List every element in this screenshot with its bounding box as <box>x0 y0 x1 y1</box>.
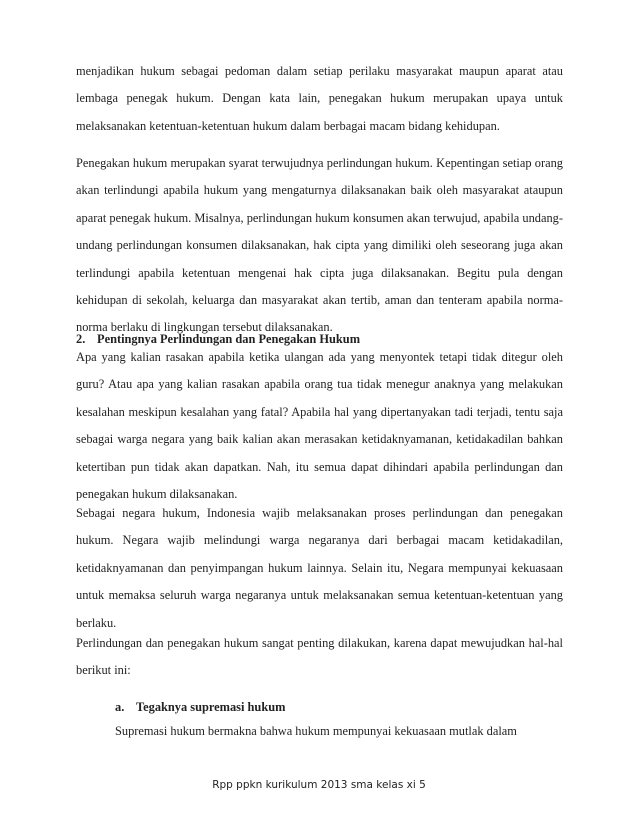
sub-paragraph: Supremasi hukum bermakna bahwa hukum mempunyai kekuasaan mutlak dalam <box>115 724 517 738</box>
paragraph-negara-hukum: Sebagai negara hukum, Indonesia wajib melaksanakan proses perlindungan dan penegakan hukum. Negara wajib melindungi warga negaranya dari berbagai macam ketidakadilan, ketidaknyamanan dan penyimpangan hukum lainnya. Selain itu, Negara mempunyai kekuasaan untuk memaksa seluruh warga negaranya untuk melaksanakan semua ketentuan-ketentuan yang berlaku. <box>76 506 563 630</box>
sub-heading-title: Tegaknya supremasi hukum <box>136 700 286 714</box>
paragraph-importance: Perlindungan dan penegakan hukum sangat penting dilakukan, karena dapat mewujudkan hal-hal berikut ini: <box>76 636 563 678</box>
section-title: Pentingnya Perlindungan dan Penegakan Hukum <box>97 332 361 346</box>
page-footer: Rpp ppkn kurikulum 2013 sma kelas xi 5 <box>212 779 426 791</box>
sub-heading <box>115 697 563 717</box>
paragraph-continuation: menjadikan hukum sebagai pedoman dalam setiap perilaku masyarakat maupun aparat atau lembaga penegak hukum. Dengan kata lain, penegakan hukum merupakan upaya untuk melaksanakan ketentuan-ketentuan hukum dalam berbagai macam bidang kehidupan. <box>76 64 563 133</box>
section-number: 2. <box>76 332 86 346</box>
sub-heading-letter: a. <box>115 700 125 714</box>
paragraph-penegakan-hukum: Penegakan hukum merupakan syarat terwujudnya perlindungan hukum. Kepentingan setiap orang akan terlindungi apabila hukum yang mengaturnya dilaksanakan baik oleh masyarakat ataupun aparat penegak hukum. Misalnya, perlindungan hukum konsumen akan terwujud, apabila undang-undang perlindungan konsumen dilaksanakan, hak cipta yang dimiliki oleh seseorang juga akan terlindungi apabila ketentuan mengenai hak cipta juga dilaksanakan. Begitu pula dengan kehidupan di sekolah, keluarga dan masyarakat akan tertib, aman dan tenteram apabila norma-norma berlaku di lingkungan tersebut dilaksanakan. <box>76 156 563 335</box>
paragraph-question: Apa yang kalian rasakan apabila ketika ulangan ada yang menyontek tetapi tidak ditegur oleh guru? Atau apa yang kalian rasakan apabila orang tua tidak menegur anaknya yang melakukan kesalahan meskipun kesalahan yang fatal? Apabila hal yang dipertanyakan tadi terjadi, tentu saja sebagai warga negara yang baik kalian akan merasakan ketidaknyamanan, ketidakadilan bahkan ketertiban pun tidak akan dapatkan. Nah, itu semua dapat dihindari apabila perlindungan dan penegakan hukum dilaksanakan. <box>76 350 563 502</box>
